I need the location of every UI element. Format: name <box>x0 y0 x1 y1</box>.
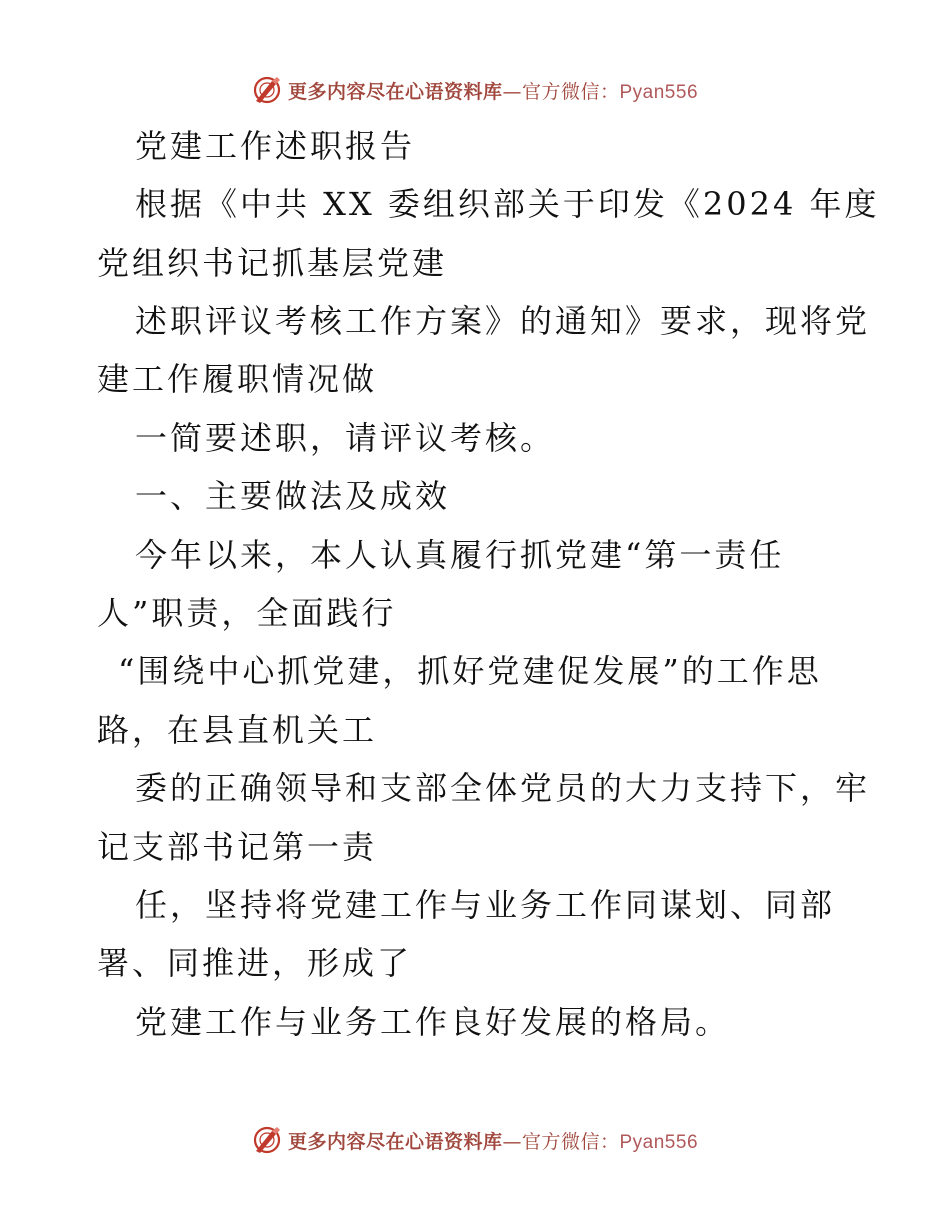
banner-title: 更多内容尽在心语资料库 <box>287 1130 503 1153</box>
footer-banner-text <box>288 1127 698 1154</box>
paragraph-line: 根据《中共 XX 委组织部关于印发《2024 年度 <box>135 185 880 223</box>
paragraph-line: 今年以来，本人认真履行抓党建“第一责任 <box>135 536 785 574</box>
banner-title: 更多内容尽在心语资料库 <box>287 80 503 103</box>
paragraph-line: 述职评议考核工作方案》的通知》要求，现将党 <box>135 302 871 340</box>
banner-wechat-label: 官方微信： <box>521 80 620 103</box>
paragraph-line: 建工作履职情况做 <box>97 360 378 398</box>
pen-logo-icon <box>252 1125 282 1155</box>
banner-wechat-id: Pyan556 <box>619 81 699 103</box>
paragraph-line: 党组织书记抓基层党建 <box>97 244 448 282</box>
section-heading: 一、主要做法及成效 <box>135 477 451 515</box>
paragraph-line: 人”职责，全面践行 <box>97 594 397 632</box>
footer-banner <box>0 1120 950 1160</box>
paragraph-line: 路，在县直机关工 <box>97 711 378 749</box>
paragraph-line: 党建工作与业务工作良好发展的格局。 <box>135 1003 731 1041</box>
header-banner-text <box>288 77 698 104</box>
paragraph-line: 任，坚持将党建工作与业务工作同谋划、同部 <box>135 886 836 924</box>
banner-wechat-label: 官方微信： <box>521 1130 620 1153</box>
header-banner <box>0 70 950 110</box>
paragraph-line: 署、同推进，形成了 <box>97 944 413 982</box>
paragraph-line: 委的正确领导和支部全体党员的大力支持下，牢 <box>135 769 871 807</box>
banner-dash: — <box>502 1130 522 1153</box>
paragraph-line: 记支部书记第一责 <box>97 828 378 866</box>
paragraph-line: “围绕中心抓党建，抓好党建促发展”的工作思 <box>118 652 822 690</box>
banner-dash: — <box>502 80 522 103</box>
banner-wechat-id: Pyan556 <box>619 1131 699 1153</box>
pen-logo-icon <box>252 75 282 105</box>
paragraph-line: 一简要述职，请评议考核。 <box>135 419 556 457</box>
document-title: 党建工作述职报告 <box>135 127 416 165</box>
